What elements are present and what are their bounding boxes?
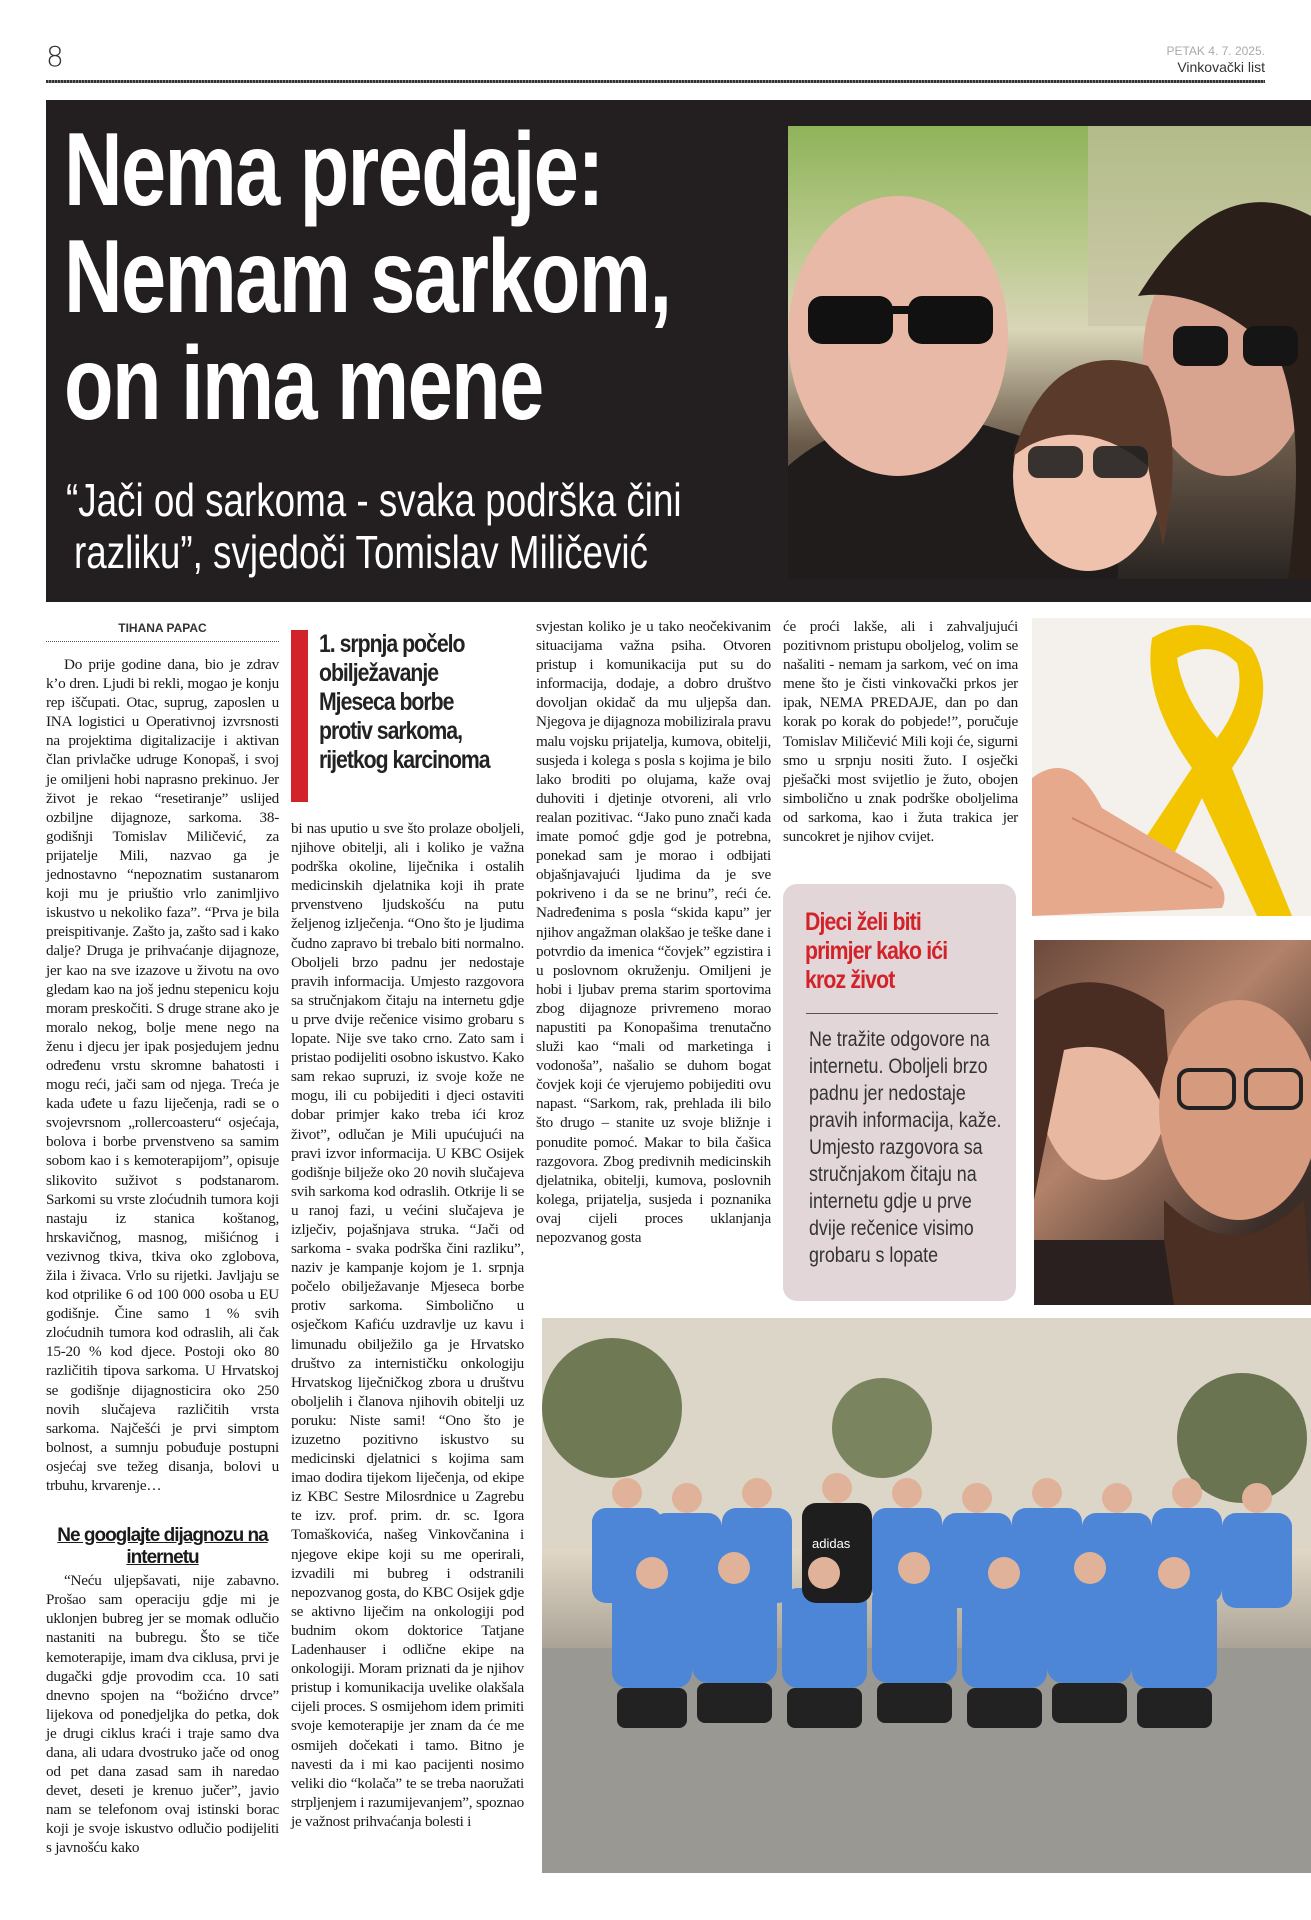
publication-name: Vinkovački list bbox=[1177, 59, 1265, 75]
sidebar-heading-text: 1. srpnja počelo obilježavanje Mjeseca borbe protiv sarkoma, rijetkog karcinoma bbox=[319, 630, 490, 774]
article-column-2 bbox=[291, 819, 524, 1831]
headline-line: on ima mene bbox=[64, 326, 543, 442]
header-rule bbox=[46, 80, 1265, 83]
subtitle-line: “Jači od sarkoma - svaka podrška čini bbox=[66, 474, 682, 526]
byline: TIHANA PAPAC bbox=[46, 621, 279, 642]
father-daughter-illustration bbox=[1034, 940, 1311, 1305]
article-paragraph: Do prije godine dana, bio je zdrav k’o dren. Ljudi bi rekli, mogao je konju rep iščupati. Otac, suprug, zaposlen u INA logistici u Operativnoj izvrsnosti na projektima digitalizacije i aktivan član privlačke udruge Konopaš, i svoj je omiljeni hobi naprasno prekinuo. Jer život je rekao “resetiranje” uslijed ozbiljne dijagnoze, sarkoma. 38-godišnji Tomislav Miličević, za prijatelje Mili, nazvao ga je jednostavno “nepoznatim sustanarom koji mu je priuštio vrlo zanimljivo iskustvo u nekoliko faza”. “Prva je bila preispitivanje. Zašto ja, zašto sad i kako dalje? Druga je prihvaćanje dijagnoze, jer kao na sve izazove u životu na ovo gledam kao na još jednu stepenicu koju moram preskočiti. S druge strane ako je moralo nekog, bolje mene nego na ženu i djecu jer ipak posjedujem jednu određenu vrstu skromne bahatosti i mogu reći, jači sam od njega. Treća je kada uđete u fazu liječenja, radi se o svojevrsnom „rollercoasteru“ osjećaja, bolova i borbe prvenstveno sa samim sobom kao i s kemoterapijom”, opisuje slikovito suživot s podstanarom. Sarkomi su vrste zloćudnih tumora koji nastaju iz stanica koštanog, hrskavičnog, masnog, mišićnog i vezivnog tkiva, tkiva oko zglobova, žila i živaca. Vrlo su rijetki. Javljaju se kod otprilike 6 od 100 000 osoba u EU godišnje. Čine samo 1 % svih zloćudnih tumora kod odraslih, ali čak 15-20 % kod djece. Postoji oko 80 različitih tipova sarkoma. U Hrvatskoj se godišnje dijagnosticira oko 250 novih slučajeva različitih vrsta sarkoma. Najčešći je prvi simptom bolnost, a sumnju pobuđuje postupni osjećaj sve težeg disanja, bolovi u trbuhu, krvarenje… bbox=[46, 656, 279, 1495]
article-paragraph: “Neću uljepšavati, nije zabavno. Prošao sam operaciju gdje mi je uklonjen bubreg jer se momak odlučio nastaniti na bubregu. Što se tiče kemoterapije, imam dva ciklusa, prvi je dugački gdje provodim cca. 10 sati dnevno spojen na “božićno drvce” lijekova od ponedjeljka do petka, dok je drugi ciklus kraći i traje samo dva dana, ali udara dvostruko jače od onog od pet dana zasad sam ih naredao devet, deseti je krenuo jučer”, javio nam se telefonom ovaj istinski borac koji je svoje iskustvo odlučio podijeliti s javnošću kako bbox=[46, 1572, 279, 1857]
headline-line: Nema predaje: bbox=[64, 112, 603, 228]
article-subheading: Ne googlajte dijagnozu na internetu bbox=[57, 1525, 268, 1569]
family-selfie-photo bbox=[788, 126, 1311, 579]
article-column-1 bbox=[46, 655, 279, 1858]
issue-date: PETAK 4. 7. 2025. bbox=[1166, 44, 1265, 58]
headline-line: Nemam sarkom, bbox=[64, 219, 671, 335]
pullquote-divider bbox=[806, 1013, 998, 1014]
article-paragraph: svjestan koliko je u tako neočekivanim situacijama važna psiha. Otvoren pristup i komunikacija put su do informacija, dodaje, a dobro društvo dovoljan okidač da mu uljepša dan. Njegova je dijagnoza mobilizirala pravu malu vojsku prijatelja, kumova, obitelji, susjeda i kolega s posla s kojima je bilo lako broditi po olujama, kaže ovaj duhoviti i djetinje otvoreni, ali vrlo realan pozitivac. “Jako puno znači kada imate pomoć gdje god je potrebna, ponekad sam je morao i odbijati objašnjavajući ljudima da je sve pokriveno i da se ne brinu”, reći će. Nadređenima s posla “skida kapu” jer njihov angažman olakšao je teške dane i potvrdio da imenica “čovjek” egzistira i u poslovnom okruženju. Omiljeni je hobi i ljubav prema starim sportovima zbog dijagnoze privremeno morao napustiti pa Konopašima trenutačno služi kao “mali od marketinga i vodonoša”, našalio se duhom bogat čovjek koji će vjerujemo pobijediti ovu napast. “Sarkom, rak, prehlada ili bilo što drugo – stanite uz svoje bližnje i ponudite pomoć. Makar to bila čašica razgovora. Zbog predivnih medicinskih djelatnika, obitelji, kumova, poslovnih kolega, prijatelja, susjeda i poznanika ovaj cijeli proces uklanjanja nepozvanog gosta bbox=[536, 618, 771, 1246]
group-photo bbox=[542, 1318, 1311, 1873]
family-selfie-illustration bbox=[788, 126, 1311, 579]
article-column-4 bbox=[783, 617, 1018, 846]
shirt-logo-text: adidas bbox=[812, 1536, 851, 1551]
subtitle-line: razliku”, svjedoči Tomislav Miličević bbox=[74, 526, 648, 578]
group-photo-illustration bbox=[542, 1318, 1311, 1873]
article-paragraph: će proći lakše, ali i zahvaljujući pozitivnom pristupu oboljelog, volim se našaliti - nemam ja sarkom, već on ima mene što je čisti vinkovački prkos jer ipak, NEMA PREDAJE, dan po dan korak po korak do pobjede!”, poručuje Tomislav Miličević Mili koji će, sigurni smo u srpnju nositi žuto. I osječki pješački most svijetlio je žuto, obojen simbolično u znak podrške oboljelima od sarkoma, kao i žuta trakica jer suncokret je njihov cvijet. bbox=[783, 618, 1018, 846]
subtitle bbox=[66, 474, 786, 578]
article-column-3 bbox=[536, 617, 771, 1247]
accent-bar bbox=[291, 630, 308, 802]
page-number: 8 bbox=[46, 40, 64, 73]
yellow-ribbon-photo bbox=[1032, 618, 1311, 916]
pullquote-title: Djeci želi biti primjer kako ići kroz život bbox=[805, 908, 948, 994]
sidebar-heading bbox=[291, 630, 524, 802]
pullquote-text: Ne tražite odgovore na internetu. Oboljeli brzo padnu jer nedostaje pravih informacija, kaže. Umjesto razgovora sa stručnjakom čitaju na internetu gdje u prve dvije rečenice visimo grobaru s lopate bbox=[809, 1028, 1002, 1267]
father-daughter-photo bbox=[1034, 940, 1311, 1305]
headline bbox=[64, 112, 688, 442]
article-paragraph: bi nas uputio u sve što prolaze oboljeli, njihove obitelji, ali i koliko je važna podrška okoline, liječnika i ostalih medicinskih djelatnika koji ih prate prvenstveno ljudskošću na putu željenog izlječenja. “Ono što je ljudima čudno zapravo bi trebalo biti normalno. Oboljeli brzo padnu jer nedostaje pravih informacija. Umjesto razgovora sa stručnjakom čitaju na internetu gdje u prve dvije rečenice visimo grobaru s lopate. Nije sve tako crno. Zato sam i pristao podijeliti osobno iskustvo. Kako sam rekao supruzi, iz svoje kože ne mogu, ili cu pobijediti i djeci ostaviti dobar primjer kako treba ići kroz život”, odlučan je Mili upućujući na pravi izvor informacija. U KBC Osijek godišnje bilježe oko 20 novih slučajeva svih sarkoma kod odraslih. Otkrije li se u ranoj fazi, u većini slučajeva je izlječiv, pojašnjava struka. “Jači od sarkoma - svaka podrška čini razliku”, naziv je kampanje kojom je 1. srpnja počelo obilježavanje Mjeseca borbe protiv sarkoma. Simbolično u osječkom Kafiću uzdravlje uz kavu i limunadu obilježilo ga je Hrvatsko društvo za internističku onkologiju Hrvatskog liječničkog zbora u društvu oboljelih i članova njihovih obitelji uz poruku: Niste sami! “Ono što je izuzetno pozitivno iskustvo su medicinski djelatnici s kojima sam imao dodira tijekom liječenja, od ekipe iz KBC Sestre Milosrdnice u Zagrebu te izv. prof. prim. dr. sc. Igora Tomaškovića, našeg Vinkovčanina i njegove ekipe koji su me operirali, izvadili mi bubreg i odstranili nepozvanog gosta, do KBC Osijek gdje se aktivno liječim na onkologiji pod budnim okom doktorice Tatjane Ladenhauser i odlične ekipe na onkologiji. Moram priznati da je njihov pristup i komunikacija uvelike olakšala cijeli proces. S osmijehom idem primiti svoje kemoterapije jer znam da će me osmijeh dočekati i tamo. Bitno je navesti da i mi kao pacijenti nosimo veliki dio “kolača” te se treba naoružati strpljenjem i razumijevanjem”, spoznao je važnost prihvaćanja bolesti i bbox=[291, 820, 524, 1830]
yellow-ribbon-illustration bbox=[1032, 618, 1311, 916]
